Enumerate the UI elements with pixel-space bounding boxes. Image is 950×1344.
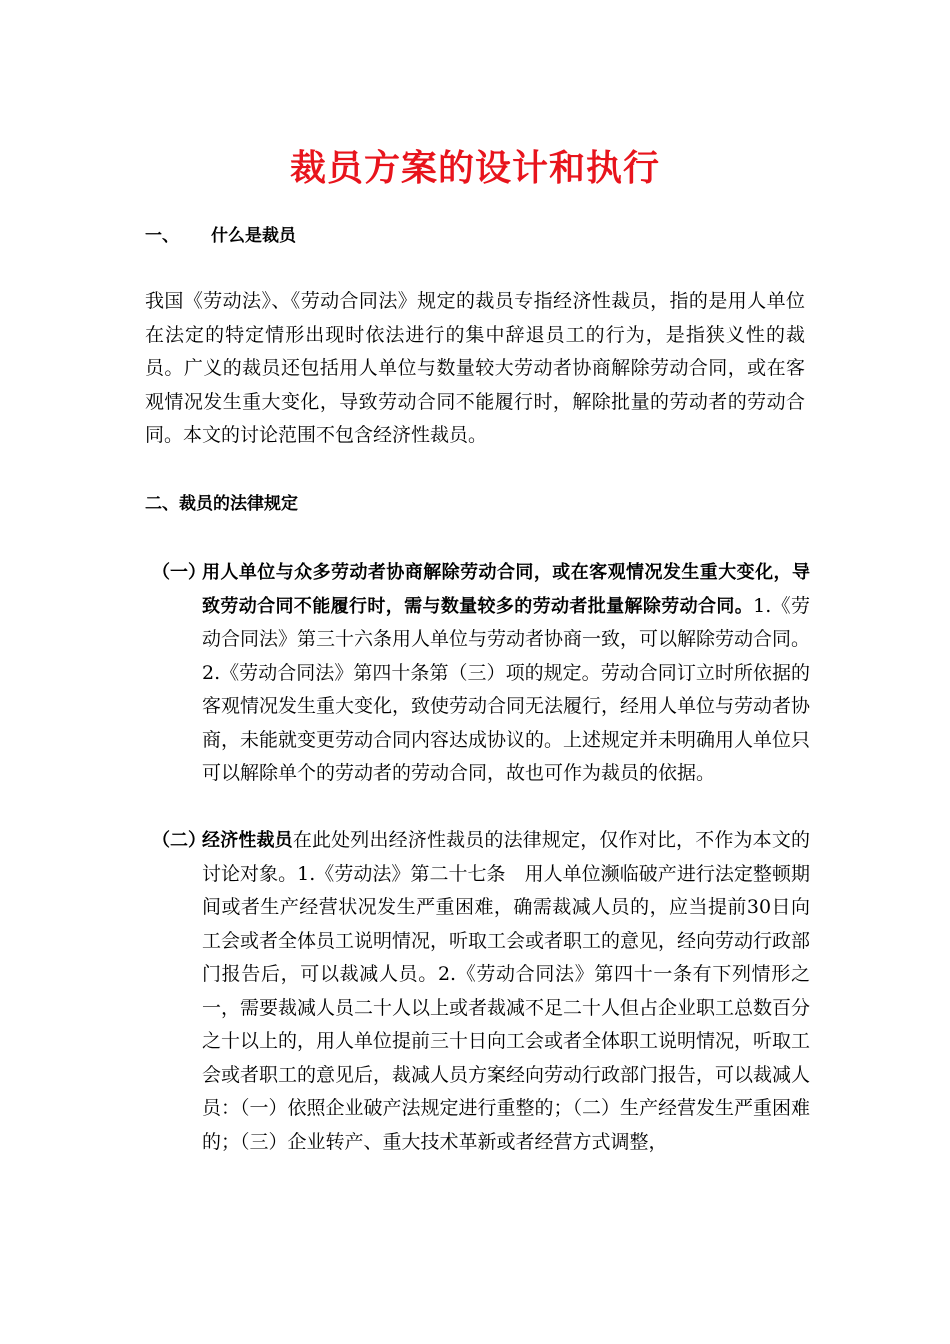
list-item-marker: （二）: [152, 830, 206, 851]
section-paragraph-definition: 我国《劳动法》、《劳动合同法》规定的裁员专指经济性裁员，指的是用人单位在法定的特定情形出现时依法进行的集中辞退员工的行为，是指狭义性的裁员。广义的裁员还包括用人单位与数量较大劳动者协商解除劳动合同，或在客观情况发生重大变化，导致劳动合同不能履行时，解除批量的劳动者的劳动合同。本文的讨论范围不包含经济性裁员。: [145, 290, 805, 446]
section-heading-legal-provisions: 二、裁员的法律规定: [145, 494, 298, 514]
list-item-lead: 经济性裁员: [202, 830, 293, 851]
list-item-negotiated-termination: [145, 556, 810, 791]
list-item-content: [202, 824, 810, 1159]
section-number: 一、: [145, 226, 179, 246]
list-item-content: [202, 556, 810, 791]
list-item-body: 1.《劳动合同法》第三十六条用人单位与劳动者协商一致，可以解除劳动合同。2.《劳动合同法》第四十条第（三）项的规定。劳动合同订立时所依据的客观情况发生重大变化，致使劳动合同无法履行，经用人单位与劳动者协商，未能就变更劳动合同内容达成协议的。上述规定并未明确用人单位只可以解除单个的劳动者的劳动合同，故也可作为裁员的依据。: [202, 594, 811, 784]
document-title: 裁员方案的设计和执行: [289, 148, 660, 189]
list-item-body: 在此处列出经济性裁员的法律规定，仅作对比，不作为本文的讨论对象。1.《劳动法》第二十七条 用人单位濒临破产进行法定整顿期间或者生产经营状况发生严重困难，确需裁减人员的，应当提前30日向工会或者全体员工说明情况，听取工会或者职工的意见，经向劳动行政部门报告后，可以裁减人员。2.《劳动合同法》第四十一条有下列情形之一，需要裁减人员二十人以上或者裁减不足二十人但占企业职工总数百分之十以上的，用人单位提前三十日向工会或者全体职工说明情况，听取工会或者职工的意见后，裁减人员方案经向劳动行政部门报告，可以裁减人员：（一）依照企业破产法规定进行重整的；（二）生产经营发生严重困难的；（三）企业转产、重大技术革新或者经营方式调整，: [202, 829, 811, 1153]
list-item-economic-layoff: [145, 824, 810, 1159]
list-item-marker: （一）: [152, 562, 206, 583]
section-heading-text: 什么是裁员: [211, 226, 296, 246]
list-item-lead: 用人单位与众多劳动者协商解除劳动合同，或在客观情况发生重大变化，导致劳动合同不能履行时，需与数量较多的劳动者批量解除劳动合同。: [202, 562, 810, 617]
section-heading-what-is-layoff: [145, 224, 296, 248]
